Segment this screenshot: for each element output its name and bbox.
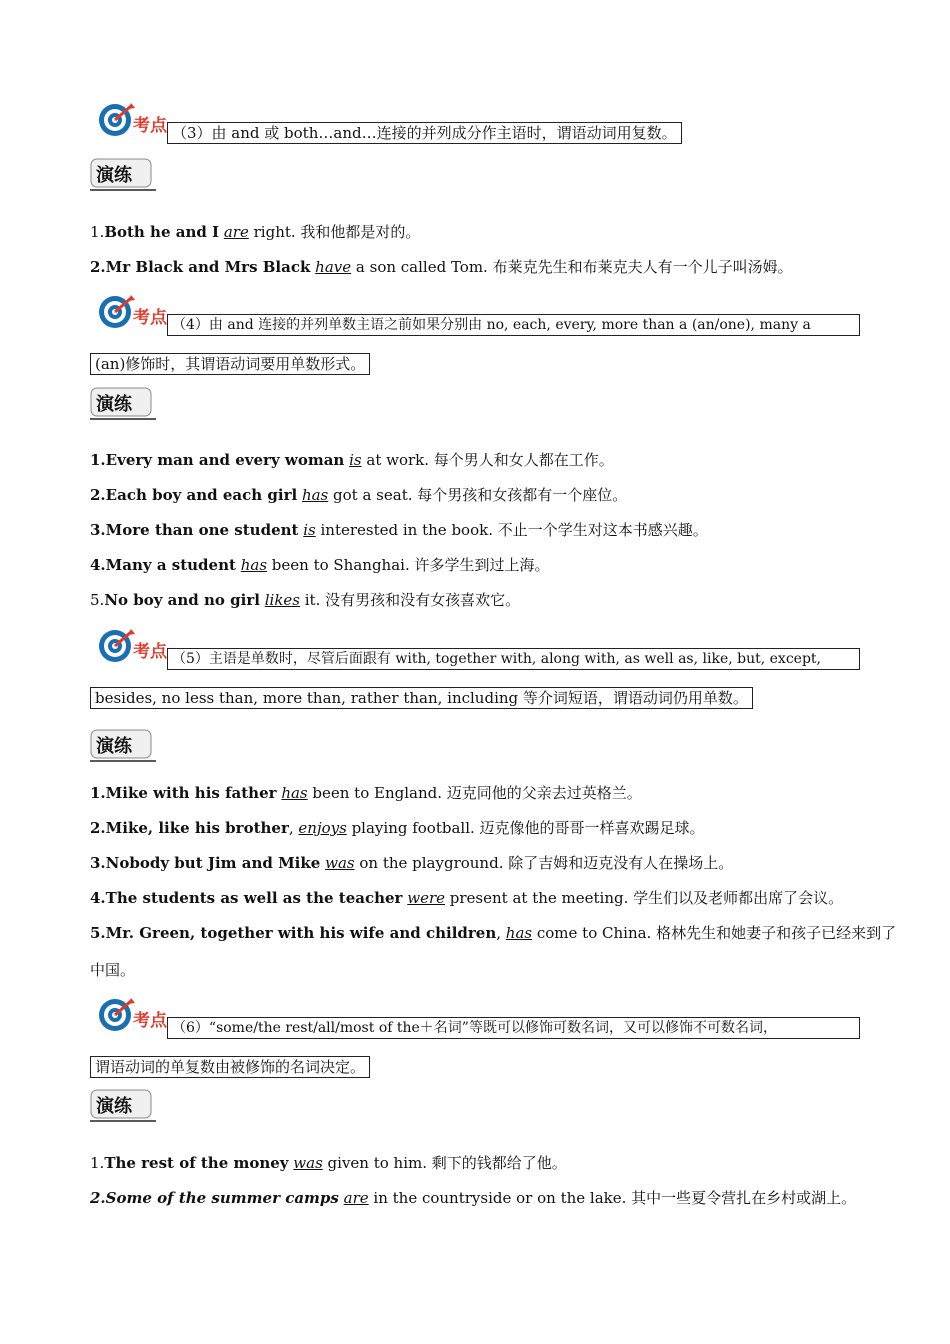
- example-5-3: [90, 853, 733, 873]
- example-rest: it. 没有男孩和没有女孩喜欢它。: [299, 591, 521, 609]
- example-verb: was: [325, 854, 355, 872]
- yanlian-badge-icon: [90, 728, 156, 762]
- yanlian-label: 演练: [96, 736, 132, 757]
- kaodian-label: 考点: [133, 642, 167, 662]
- yanlian-badge-icon: [90, 386, 156, 420]
- example-4-3: [90, 520, 708, 540]
- example-rest: in the countryside or on the lake. 其中一些夏令营扎在乡村或湖上。: [368, 1189, 857, 1207]
- example-subject: Each boy and each girl: [105, 486, 298, 504]
- rule-block-4: [90, 292, 860, 378]
- example-subject: Some of the summer camps: [105, 1189, 339, 1207]
- example-3-1: [90, 222, 420, 242]
- rule-text-6-line1: （6）“some/the rest/all/most of the＋名词”等既可以修饰可数名词，又可以修饰不可数名词，: [167, 1017, 860, 1039]
- example-subject: Mike with his father: [105, 784, 277, 802]
- example-subject: Mr Black and Mrs Black: [105, 258, 311, 276]
- rule-block-3: [90, 100, 860, 140]
- example-5-2: [90, 818, 705, 838]
- example-4-1: [90, 450, 614, 470]
- example-num: 2.: [90, 486, 106, 504]
- example-verb: is: [303, 521, 316, 539]
- example-rest: at work. 每个男人和女人都在工作。: [361, 451, 614, 469]
- example-5-1: [90, 783, 642, 803]
- example-rest: been to Shanghai. 许多学生到过上海。: [267, 556, 550, 574]
- example-verb: are: [223, 223, 249, 241]
- example-rest: come to China. 格林先生和她妻子和孩子已经来到了: [532, 924, 897, 942]
- rule-text-5-line2: besides, no less than, more than, rather than, including 等介词短语，谓语动词仍用单数。: [90, 687, 753, 709]
- example-rest-continued: 中国。: [90, 961, 136, 979]
- example-rest: given to him. 剩下的钱都给了他。: [322, 1154, 567, 1172]
- example-subject: Mr. Green, together with his wife and children: [105, 924, 497, 942]
- example-num: 5.: [90, 591, 105, 609]
- example-sep: ,: [496, 924, 506, 942]
- example-rest: been to England. 迈克同他的父亲去过英格兰。: [307, 784, 642, 802]
- example-verb: has: [505, 924, 533, 942]
- example-num: 4.: [90, 556, 106, 574]
- rule-text-6-line2: 谓语动词的单复数由被修饰的名词决定。: [90, 1056, 370, 1078]
- example-verb: is: [349, 451, 362, 469]
- example-num: 5.: [90, 924, 106, 942]
- example-rest: interested in the book. 不止一个学生对这本书感兴趣。: [315, 521, 708, 539]
- kaodian-target-icon: [97, 626, 169, 666]
- yanlian-badge-icon: [90, 157, 156, 191]
- example-4-2: [90, 485, 627, 505]
- example-verb: has: [281, 784, 308, 802]
- example-rest: present at the meeting. 学生们以及老师都出席了会议。: [445, 889, 844, 907]
- example-3-2: [90, 257, 793, 277]
- rule-block-5: [90, 626, 860, 712]
- kaodian-target-icon: [97, 995, 169, 1035]
- kaodian-label: 考点: [133, 308, 167, 328]
- example-subject: No boy and no girl: [104, 591, 260, 609]
- example-num: 4.: [90, 889, 106, 907]
- yanlian-label: 演练: [96, 1096, 132, 1117]
- example-verb: has: [240, 556, 268, 574]
- example-verb: have: [315, 258, 352, 276]
- kaodian-label: 考点: [133, 116, 167, 136]
- example-verb: was: [293, 1154, 323, 1172]
- example-subject: The rest of the money: [104, 1154, 289, 1172]
- example-subject: Both he and I: [104, 223, 220, 241]
- rule-text-3: （3）由 and 或 both…and…连接的并列成分作主语时，谓语动词用复数。: [167, 122, 682, 144]
- example-subject: Many a student: [105, 556, 236, 574]
- example-verb: likes: [264, 591, 300, 609]
- example-rest: right. 我和他都是对的。: [248, 223, 421, 241]
- example-num: 1.: [90, 1154, 105, 1172]
- rule-block-6: [90, 995, 860, 1081]
- example-num: 2.: [90, 819, 106, 837]
- yanlian-badge-icon: [90, 1088, 156, 1122]
- example-rest: got a seat. 每个男孩和女孩都有一个座位。: [328, 486, 628, 504]
- rule-text-4-line2: (an)修饰时，其谓语动词要用单数形式。: [90, 353, 370, 375]
- example-6-2: [90, 1188, 856, 1208]
- example-num: 2.: [90, 1189, 106, 1207]
- example-sep: ,: [288, 819, 299, 837]
- example-subject: Mike, like his brother: [105, 819, 289, 837]
- example-verb: are: [343, 1189, 369, 1207]
- example-num: 1.: [90, 784, 106, 802]
- example-5-5: [90, 923, 896, 943]
- kaodian-target-icon: [97, 100, 169, 140]
- example-subject: The students as well as the teacher: [105, 889, 403, 907]
- kaodian-target-icon: [97, 292, 169, 332]
- example-num: 1.: [90, 223, 105, 241]
- example-subject: Nobody but Jim and Mike: [105, 854, 321, 872]
- example-6-1: [90, 1153, 567, 1173]
- example-num: 2.: [90, 258, 106, 276]
- example-4-5: [90, 590, 520, 610]
- example-verb: were: [407, 889, 445, 907]
- example-subject: More than one student: [105, 521, 299, 539]
- yanlian-label: 演练: [96, 165, 132, 186]
- example-rest: on the playground. 除了吉姆和迈克没有人在操场上。: [354, 854, 734, 872]
- rule-text-5-line1: （5）主语是单数时，尽管后面跟有 with, together with, along with, as well as, like, but, except,: [167, 648, 860, 670]
- example-num: 1.: [90, 451, 106, 469]
- kaodian-label: 考点: [133, 1011, 167, 1031]
- example-rest: playing football. 迈克像他的哥哥一样喜欢踢足球。: [346, 819, 705, 837]
- rule-text-4-line1: （4）由 and 连接的并列单数主语之前如果分别由 no, each, every, more than a (an/one), many a: [167, 314, 860, 336]
- example-5-4: [90, 888, 843, 908]
- example-verb: enjoys: [298, 819, 347, 837]
- yanlian-label: 演练: [96, 394, 132, 415]
- example-num: 3.: [90, 521, 106, 539]
- example-verb: has: [301, 486, 329, 504]
- example-4-4: [90, 555, 550, 575]
- example-num: 3.: [90, 854, 106, 872]
- example-subject: Every man and every woman: [105, 451, 345, 469]
- example-rest: a son called Tom. 布莱克先生和布莱克夫人有一个儿子叫汤姆。: [351, 258, 793, 276]
- example-5-5-continued: [90, 960, 135, 980]
